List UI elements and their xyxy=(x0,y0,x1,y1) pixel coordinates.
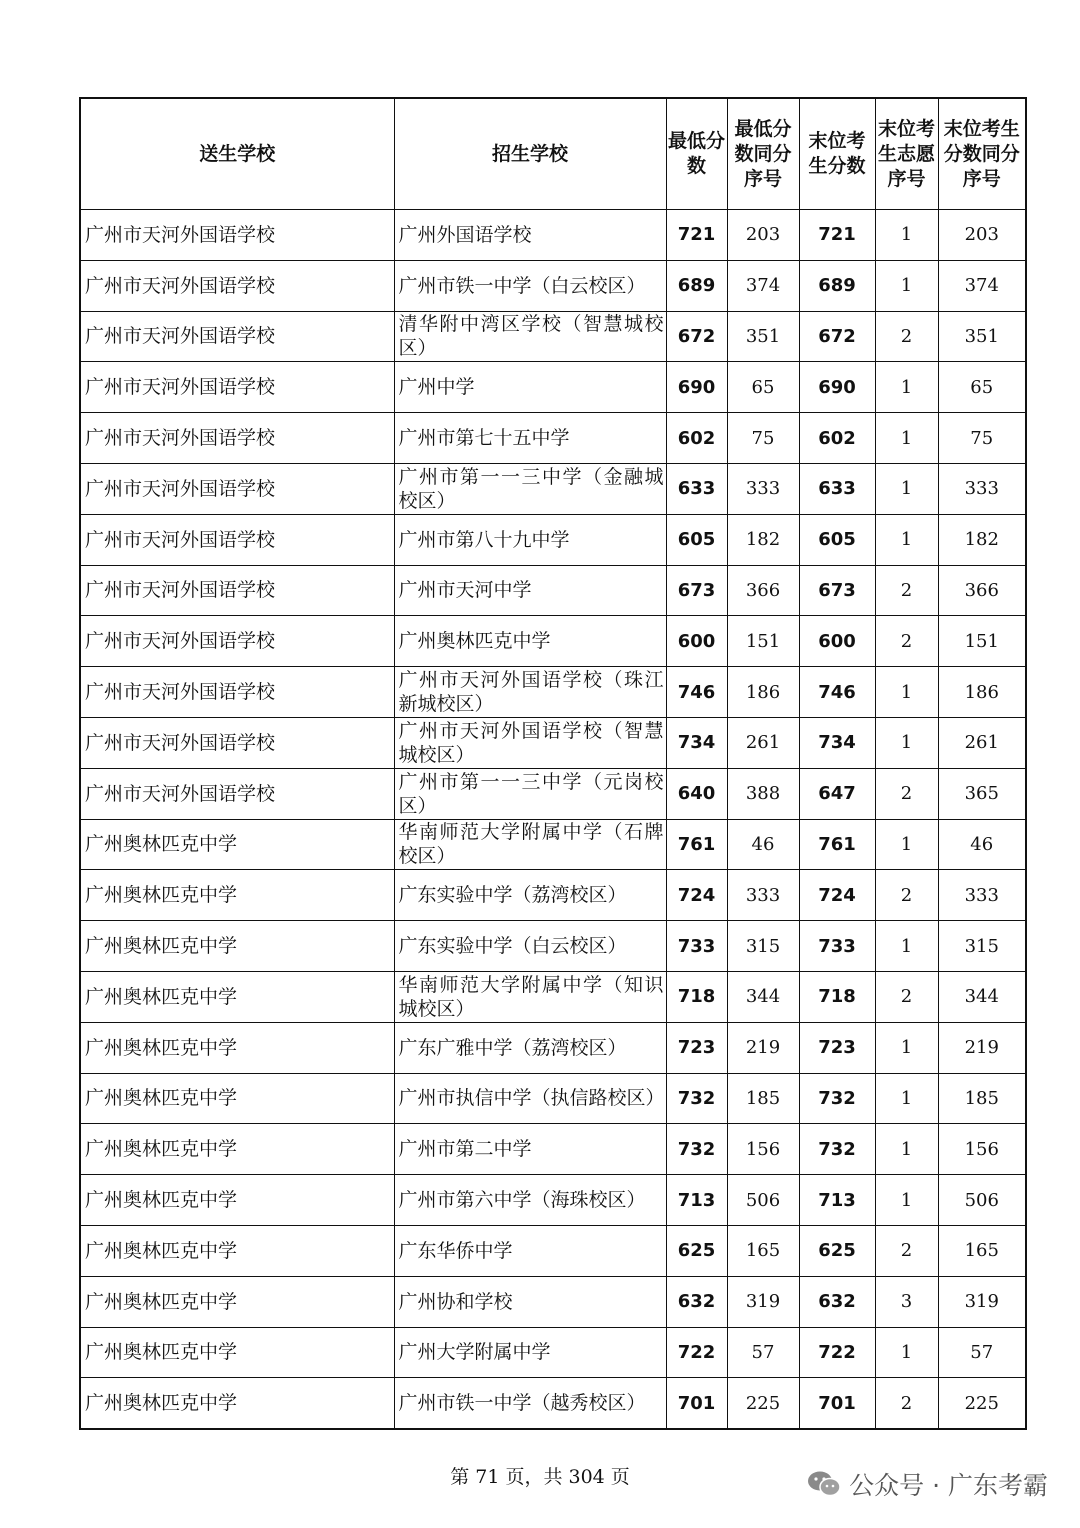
cell-min-score: 672 xyxy=(666,311,727,362)
cell-min-score-rank: 351 xyxy=(727,311,799,362)
cell-receiving-school: 广州大学附属中学 xyxy=(394,1327,666,1378)
cell-last-score-rank: 261 xyxy=(938,717,1026,768)
cell-min-score: 724 xyxy=(666,870,727,921)
table-row xyxy=(80,210,1026,261)
table-row xyxy=(80,1124,1026,1175)
cell-last-preference: 2 xyxy=(875,565,938,616)
cell-last-score-rank: 374 xyxy=(938,260,1026,311)
cell-min-score: 701 xyxy=(666,1378,727,1429)
cell-last-preference: 1 xyxy=(875,463,938,514)
cell-last-score: 690 xyxy=(799,362,875,413)
cell-min-score: 718 xyxy=(666,971,727,1022)
cell-min-score: 721 xyxy=(666,210,727,261)
cell-min-score: 600 xyxy=(666,616,727,667)
cell-min-score: 673 xyxy=(666,565,727,616)
page-number: 第 71 页，共 304 页 xyxy=(450,1466,630,1488)
table-row xyxy=(80,1276,1026,1327)
cell-sending-school: 广州奥林匹克中学 xyxy=(80,870,394,921)
cell-receiving-school: 广州市天河外国语学校（珠江新城校区） xyxy=(394,667,666,718)
cell-sending-school: 广州市天河外国语学校 xyxy=(80,413,394,464)
cell-last-score-rank: 319 xyxy=(938,1276,1026,1327)
cell-last-score-rank: 315 xyxy=(938,921,1026,972)
cell-min-score-rank: 57 xyxy=(727,1327,799,1378)
cell-sending-school: 广州市天河外国语学校 xyxy=(80,616,394,667)
table-row xyxy=(80,921,1026,972)
cell-last-preference: 2 xyxy=(875,870,938,921)
cell-last-score: 602 xyxy=(799,413,875,464)
cell-last-preference: 1 xyxy=(875,362,938,413)
table-row xyxy=(80,514,1026,565)
cell-sending-school: 广州奥林匹克中学 xyxy=(80,1225,394,1276)
cell-last-score-rank: 182 xyxy=(938,514,1026,565)
watermark-text: 公众号 · 广东考霸 xyxy=(849,1471,1048,1500)
cell-min-score-rank: 344 xyxy=(727,971,799,1022)
cell-min-score: 761 xyxy=(666,819,727,870)
cell-receiving-school: 广州市第一一三中学（金融城校区） xyxy=(394,463,666,514)
cell-last-score: 625 xyxy=(799,1225,875,1276)
cell-receiving-school: 广东广雅中学（荔湾校区） xyxy=(394,1022,666,1073)
table-row xyxy=(80,1225,1026,1276)
cell-last-preference: 1 xyxy=(875,1175,938,1226)
cell-min-score: 632 xyxy=(666,1276,727,1327)
cell-sending-school: 广州市天河外国语学校 xyxy=(80,565,394,616)
cell-min-score-rank: 182 xyxy=(727,514,799,565)
cell-min-score: 689 xyxy=(666,260,727,311)
header-sending-school: 送生学校 xyxy=(80,98,394,210)
cell-min-score-rank: 65 xyxy=(727,362,799,413)
cell-last-preference: 2 xyxy=(875,1378,938,1429)
cell-last-score: 672 xyxy=(799,311,875,362)
cell-min-score-rank: 75 xyxy=(727,413,799,464)
cell-last-score: 605 xyxy=(799,514,875,565)
cell-min-score-rank: 186 xyxy=(727,667,799,718)
cell-sending-school: 广州奥林匹克中学 xyxy=(80,819,394,870)
cell-min-score-rank: 319 xyxy=(727,1276,799,1327)
cell-receiving-school: 广东实验中学（荔湾校区） xyxy=(394,870,666,921)
cell-last-score: 761 xyxy=(799,819,875,870)
cell-last-preference: 2 xyxy=(875,616,938,667)
cell-last-score-rank: 351 xyxy=(938,311,1026,362)
cell-last-score-rank: 203 xyxy=(938,210,1026,261)
table-row xyxy=(80,971,1026,1022)
cell-sending-school: 广州市天河外国语学校 xyxy=(80,768,394,819)
cell-last-score-rank: 57 xyxy=(938,1327,1026,1378)
cell-last-preference: 2 xyxy=(875,311,938,362)
cell-receiving-school: 广州外国语学校 xyxy=(394,210,666,261)
header-receiving-school: 招生学校 xyxy=(394,98,666,210)
cell-last-score: 746 xyxy=(799,667,875,718)
cell-receiving-school: 广州中学 xyxy=(394,362,666,413)
table-row xyxy=(80,667,1026,718)
admission-table-container xyxy=(79,97,1027,1430)
cell-receiving-school: 广州奥林匹克中学 xyxy=(394,616,666,667)
table-row xyxy=(80,819,1026,870)
cell-sending-school: 广州市天河外国语学校 xyxy=(80,667,394,718)
cell-last-score-rank: 333 xyxy=(938,463,1026,514)
header-last-score: 末位考生分数 xyxy=(799,98,875,210)
table-row xyxy=(80,311,1026,362)
cell-last-score-rank: 506 xyxy=(938,1175,1026,1226)
cell-sending-school: 广州奥林匹克中学 xyxy=(80,1378,394,1429)
cell-sending-school: 广州奥林匹克中学 xyxy=(80,1327,394,1378)
cell-min-score-rank: 366 xyxy=(727,565,799,616)
cell-min-score-rank: 506 xyxy=(727,1175,799,1226)
cell-min-score-rank: 203 xyxy=(727,210,799,261)
cell-last-score-rank: 46 xyxy=(938,819,1026,870)
cell-last-score-rank: 65 xyxy=(938,362,1026,413)
cell-last-preference: 1 xyxy=(875,1022,938,1073)
cell-min-score: 722 xyxy=(666,1327,727,1378)
cell-sending-school: 广州市天河外国语学校 xyxy=(80,717,394,768)
cell-receiving-school: 广州市第六中学（海珠校区） xyxy=(394,1175,666,1226)
cell-min-score-rank: 185 xyxy=(727,1073,799,1124)
cell-sending-school: 广州市天河外国语学校 xyxy=(80,260,394,311)
cell-min-score: 690 xyxy=(666,362,727,413)
cell-sending-school: 广州奥林匹克中学 xyxy=(80,1124,394,1175)
cell-sending-school: 广州市天河外国语学校 xyxy=(80,362,394,413)
cell-sending-school: 广州市天河外国语学校 xyxy=(80,514,394,565)
header-last-score-rank: 末位考生分数同分序号 xyxy=(938,98,1026,210)
cell-min-score: 723 xyxy=(666,1022,727,1073)
cell-min-score: 732 xyxy=(666,1124,727,1175)
cell-sending-school: 广州市天河外国语学校 xyxy=(80,210,394,261)
cell-last-score-rank: 165 xyxy=(938,1225,1026,1276)
table-row xyxy=(80,1175,1026,1226)
cell-min-score-rank: 333 xyxy=(727,463,799,514)
cell-min-score-rank: 333 xyxy=(727,870,799,921)
cell-last-preference: 1 xyxy=(875,921,938,972)
cell-last-preference: 1 xyxy=(875,717,938,768)
cell-sending-school: 广州奥林匹克中学 xyxy=(80,1022,394,1073)
header-min-score: 最低分数 xyxy=(666,98,727,210)
table-row xyxy=(80,870,1026,921)
cell-last-score: 701 xyxy=(799,1378,875,1429)
table-row xyxy=(80,1327,1026,1378)
cell-min-score: 640 xyxy=(666,768,727,819)
cell-min-score-rank: 315 xyxy=(727,921,799,972)
cell-last-score: 713 xyxy=(799,1175,875,1226)
cell-last-preference: 1 xyxy=(875,667,938,718)
cell-min-score: 732 xyxy=(666,1073,727,1124)
cell-min-score: 733 xyxy=(666,921,727,972)
cell-min-score-rank: 156 xyxy=(727,1124,799,1175)
cell-min-score-rank: 219 xyxy=(727,1022,799,1073)
cell-sending-school: 广州市天河外国语学校 xyxy=(80,311,394,362)
cell-last-score-rank: 186 xyxy=(938,667,1026,718)
cell-last-preference: 1 xyxy=(875,210,938,261)
cell-sending-school: 广州奥林匹克中学 xyxy=(80,1175,394,1226)
cell-last-score: 732 xyxy=(799,1124,875,1175)
cell-last-score-rank: 365 xyxy=(938,768,1026,819)
cell-last-score: 721 xyxy=(799,210,875,261)
table-row xyxy=(80,717,1026,768)
watermark xyxy=(807,1466,1048,1502)
table-row xyxy=(80,616,1026,667)
cell-receiving-school: 广州市第二中学 xyxy=(394,1124,666,1175)
table-row xyxy=(80,413,1026,464)
header-last-preference: 末位考生志愿序号 xyxy=(875,98,938,210)
cell-last-score: 723 xyxy=(799,1022,875,1073)
cell-last-score: 734 xyxy=(799,717,875,768)
cell-receiving-school: 清华附中湾区学校（智慧城校区） xyxy=(394,311,666,362)
cell-sending-school: 广州市天河外国语学校 xyxy=(80,463,394,514)
table-row xyxy=(80,768,1026,819)
cell-last-preference: 2 xyxy=(875,768,938,819)
cell-last-score: 600 xyxy=(799,616,875,667)
cell-last-score: 733 xyxy=(799,921,875,972)
table-body xyxy=(80,210,1026,1430)
cell-min-score: 713 xyxy=(666,1175,727,1226)
cell-last-preference: 1 xyxy=(875,413,938,464)
cell-last-score-rank: 344 xyxy=(938,971,1026,1022)
cell-min-score: 746 xyxy=(666,667,727,718)
cell-sending-school: 广州奥林匹克中学 xyxy=(80,921,394,972)
cell-min-score: 633 xyxy=(666,463,727,514)
cell-last-score: 718 xyxy=(799,971,875,1022)
cell-sending-school: 广州奥林匹克中学 xyxy=(80,1073,394,1124)
cell-receiving-school: 广州市第一一三中学（元岗校区） xyxy=(394,768,666,819)
cell-sending-school: 广州奥林匹克中学 xyxy=(80,971,394,1022)
table-row xyxy=(80,260,1026,311)
cell-receiving-school: 广州市第七十五中学 xyxy=(394,413,666,464)
cell-last-score-rank: 156 xyxy=(938,1124,1026,1175)
table-row xyxy=(80,565,1026,616)
cell-last-preference: 2 xyxy=(875,971,938,1022)
table-row xyxy=(80,1073,1026,1124)
header-min-score-rank: 最低分数同分序号 xyxy=(727,98,799,210)
cell-min-score-rank: 46 xyxy=(727,819,799,870)
cell-sending-school: 广州奥林匹克中学 xyxy=(80,1276,394,1327)
cell-min-score-rank: 388 xyxy=(727,768,799,819)
cell-last-score-rank: 185 xyxy=(938,1073,1026,1124)
cell-receiving-school: 广州市铁一中学（越秀校区） xyxy=(394,1378,666,1429)
cell-receiving-school: 广东华侨中学 xyxy=(394,1225,666,1276)
cell-last-preference: 1 xyxy=(875,1073,938,1124)
table-header-row xyxy=(80,98,1026,210)
cell-min-score-rank: 225 xyxy=(727,1378,799,1429)
cell-receiving-school: 广州协和学校 xyxy=(394,1276,666,1327)
cell-last-score: 732 xyxy=(799,1073,875,1124)
cell-min-score-rank: 261 xyxy=(727,717,799,768)
admission-table xyxy=(79,97,1027,1430)
cell-receiving-school: 广州市执信中学（执信路校区） xyxy=(394,1073,666,1124)
cell-min-score-rank: 165 xyxy=(727,1225,799,1276)
cell-min-score-rank: 151 xyxy=(727,616,799,667)
cell-min-score: 625 xyxy=(666,1225,727,1276)
table-row xyxy=(80,1022,1026,1073)
cell-min-score: 602 xyxy=(666,413,727,464)
table-row xyxy=(80,463,1026,514)
cell-receiving-school: 广东实验中学（白云校区） xyxy=(394,921,666,972)
cell-last-score-rank: 75 xyxy=(938,413,1026,464)
cell-last-preference: 1 xyxy=(875,819,938,870)
cell-last-score: 724 xyxy=(799,870,875,921)
cell-last-score: 673 xyxy=(799,565,875,616)
cell-last-score-rank: 151 xyxy=(938,616,1026,667)
cell-last-score: 633 xyxy=(799,463,875,514)
cell-receiving-school: 华南师范大学附属中学（知识城校区） xyxy=(394,971,666,1022)
cell-last-preference: 1 xyxy=(875,514,938,565)
table-row xyxy=(80,1378,1026,1429)
cell-receiving-school: 广州市第八十九中学 xyxy=(394,514,666,565)
cell-min-score: 734 xyxy=(666,717,727,768)
cell-receiving-school: 广州市铁一中学（白云校区） xyxy=(394,260,666,311)
cell-last-score-rank: 333 xyxy=(938,870,1026,921)
cell-receiving-school: 广州市天河中学 xyxy=(394,565,666,616)
cell-last-score: 722 xyxy=(799,1327,875,1378)
cell-last-score-rank: 225 xyxy=(938,1378,1026,1429)
cell-last-preference: 1 xyxy=(875,1124,938,1175)
table-row xyxy=(80,362,1026,413)
cell-last-score-rank: 219 xyxy=(938,1022,1026,1073)
cell-last-preference: 1 xyxy=(875,260,938,311)
cell-last-score-rank: 366 xyxy=(938,565,1026,616)
wechat-icon xyxy=(807,1470,841,1498)
cell-last-preference: 1 xyxy=(875,1327,938,1378)
cell-last-score: 689 xyxy=(799,260,875,311)
cell-receiving-school: 华南师范大学附属中学（石牌校区） xyxy=(394,819,666,870)
cell-last-score: 647 xyxy=(799,768,875,819)
cell-last-preference: 3 xyxy=(875,1276,938,1327)
cell-last-preference: 2 xyxy=(875,1225,938,1276)
cell-last-score: 632 xyxy=(799,1276,875,1327)
cell-min-score: 605 xyxy=(666,514,727,565)
cell-receiving-school: 广州市天河外国语学校（智慧城校区） xyxy=(394,717,666,768)
cell-min-score-rank: 374 xyxy=(727,260,799,311)
